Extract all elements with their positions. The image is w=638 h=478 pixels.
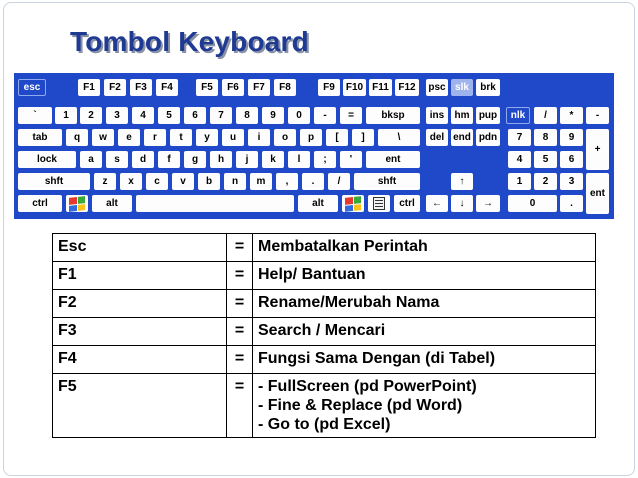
key-lbracket: [ — [326, 129, 348, 146]
key-cell: F1 — [53, 262, 227, 290]
key-f8: F8 — [274, 79, 296, 96]
slide-title: Tombol Keyboard — [70, 26, 309, 57]
key-period: . — [302, 173, 324, 190]
key-cell: Esc — [53, 234, 227, 262]
equals-cell: = — [227, 318, 253, 346]
key-numpad-star: * — [560, 107, 583, 124]
key-alt-left: alt — [92, 195, 132, 212]
key-f4: F4 — [156, 79, 178, 96]
menu-icon — [373, 197, 385, 210]
key-7: 7 — [210, 107, 232, 124]
key-shift-right: shft — [354, 173, 420, 190]
key-tab: tab — [18, 129, 62, 146]
key-pdn: pdn — [476, 129, 500, 146]
key-numpad-slash: / — [534, 107, 557, 124]
key-u: u — [222, 129, 244, 146]
key-1: 1 — [55, 107, 77, 124]
key-f5: F5 — [196, 79, 218, 96]
key-3: 3 — [106, 107, 128, 124]
key-numpad-4: 4 — [508, 151, 531, 168]
key-numpad-7: 7 — [508, 129, 531, 146]
windows-logo-icon — [69, 196, 85, 212]
key-pup: pup — [476, 107, 500, 124]
table-row — [53, 374, 596, 438]
key-c: c — [146, 173, 168, 190]
key-9: 9 — [262, 107, 284, 124]
key-2: 2 — [80, 107, 102, 124]
key-cell: F5 — [53, 374, 227, 438]
key-arrow-up-icon: ↑ — [451, 173, 473, 190]
key-8: 8 — [236, 107, 258, 124]
table-row — [53, 234, 596, 262]
key-equals: = — [340, 107, 362, 124]
key-o: o — [274, 129, 296, 146]
key-b: b — [198, 173, 220, 190]
key-bksp: bksp — [366, 107, 420, 124]
equals-cell: = — [227, 234, 253, 262]
key-m: m — [250, 173, 272, 190]
key-i: i — [248, 129, 270, 146]
description-line: - FullScreen (pd PowerPoint) — [258, 378, 477, 395]
key-q: q — [66, 129, 88, 146]
key-e: e — [118, 129, 140, 146]
key-semicolon: ; — [314, 151, 336, 168]
table-row — [53, 318, 596, 346]
key-numpad-plus: + — [586, 129, 609, 170]
key-d: d — [132, 151, 154, 168]
description-line: - Go to (pd Excel) — [258, 416, 391, 433]
description-cell: Rename/Merubah Nama — [253, 290, 596, 318]
description-cell: Fungsi Sama Dengan (di Tabel) — [253, 346, 596, 374]
key-f9: F9 — [318, 79, 340, 96]
key-f3: F3 — [130, 79, 152, 96]
key-arrow-down-icon: ↓ — [451, 195, 473, 212]
key-numpad-dot: . — [560, 195, 583, 212]
equals-cell: = — [227, 346, 253, 374]
key-ctrl-right: ctrl — [394, 195, 420, 212]
key-f6: F6 — [222, 79, 244, 96]
key-f10: F10 — [343, 79, 366, 96]
key-slash: / — [328, 173, 350, 190]
key-numpad-8: 8 — [534, 129, 557, 146]
key-comma: , — [276, 173, 298, 190]
table-row — [53, 290, 596, 318]
key-menu — [368, 195, 390, 212]
description-cell: Help/ Bantuan — [253, 262, 596, 290]
key-y: y — [196, 129, 218, 146]
key-hm: hm — [451, 107, 473, 124]
key-n: n — [224, 173, 246, 190]
description-cell — [253, 374, 596, 438]
key-w: w — [92, 129, 114, 146]
key-v: v — [172, 173, 194, 190]
key-numpad-3: 3 — [560, 173, 583, 190]
key-numpad-enter: ent — [586, 173, 609, 214]
key-ins: ins — [426, 107, 448, 124]
key-backslash: \ — [378, 129, 420, 146]
key-caps-lock: lock — [18, 151, 76, 168]
key-6: 6 — [184, 107, 206, 124]
key-cell: F3 — [53, 318, 227, 346]
key-cell: F4 — [53, 346, 227, 374]
key-s: s — [106, 151, 128, 168]
key-4: 4 — [132, 107, 154, 124]
key-del: del — [426, 129, 448, 146]
key-a: a — [80, 151, 102, 168]
description-cell: Search / Mencari — [253, 318, 596, 346]
key-p: p — [300, 129, 322, 146]
key-numpad-0: 0 — [508, 195, 557, 212]
key-psc: psc — [426, 79, 448, 96]
key-f1: F1 — [78, 79, 100, 96]
key-shift-left: shft — [18, 173, 90, 190]
key-f12: F12 — [395, 79, 419, 96]
key-numpad-2: 2 — [534, 173, 557, 190]
key-5: 5 — [158, 107, 180, 124]
key-numpad-9: 9 — [560, 129, 583, 146]
key-numpad-6: 6 — [560, 151, 583, 168]
key-z: z — [94, 173, 116, 190]
key-rbracket: ] — [352, 129, 374, 146]
description-line: - Fine & Replace (pd Word) — [258, 397, 463, 414]
key-cell: F2 — [53, 290, 227, 318]
windows-logo-icon — [345, 196, 361, 212]
key-g: g — [184, 151, 206, 168]
key-esc: esc — [18, 79, 46, 96]
key-alt-right: alt — [298, 195, 338, 212]
key-f: f — [158, 151, 180, 168]
key-windows-right — [342, 195, 364, 212]
key-arrow-right-icon: → — [476, 195, 500, 212]
key-x: x — [120, 173, 142, 190]
key-f2: F2 — [104, 79, 126, 96]
key-f11: F11 — [369, 79, 392, 96]
key-ctrl-left: ctrl — [18, 195, 62, 212]
keyboard-image — [14, 73, 614, 219]
key-backtick: ` — [18, 107, 52, 124]
key-quote: ' — [340, 151, 362, 168]
equals-cell: = — [227, 374, 253, 438]
key-k: k — [262, 151, 284, 168]
table-row — [53, 262, 596, 290]
key-nlk: nlk — [506, 107, 530, 124]
key-numpad-1: 1 — [508, 173, 531, 190]
key-slk: slk — [451, 79, 473, 96]
table-row — [53, 346, 596, 374]
key-0: 0 — [288, 107, 310, 124]
key-h: h — [210, 151, 232, 168]
description-cell: Membatalkan Perintah — [253, 234, 596, 262]
key-numpad-minus: - — [586, 107, 609, 124]
key-j: j — [236, 151, 258, 168]
key-minus: - — [314, 107, 336, 124]
key-spacebar — [136, 195, 294, 212]
key-r: r — [144, 129, 166, 146]
key-t: t — [170, 129, 192, 146]
key-numpad-5: 5 — [534, 151, 557, 168]
key-l: l — [288, 151, 310, 168]
key-f7: F7 — [248, 79, 270, 96]
equals-cell: = — [227, 262, 253, 290]
key-brk: brk — [476, 79, 500, 96]
key-arrow-left-icon: ← — [426, 195, 448, 212]
equals-cell: = — [227, 290, 253, 318]
key-windows-left — [66, 195, 88, 212]
key-enter: ent — [366, 151, 420, 168]
shortcut-table — [52, 233, 596, 438]
key-end: end — [451, 129, 473, 146]
